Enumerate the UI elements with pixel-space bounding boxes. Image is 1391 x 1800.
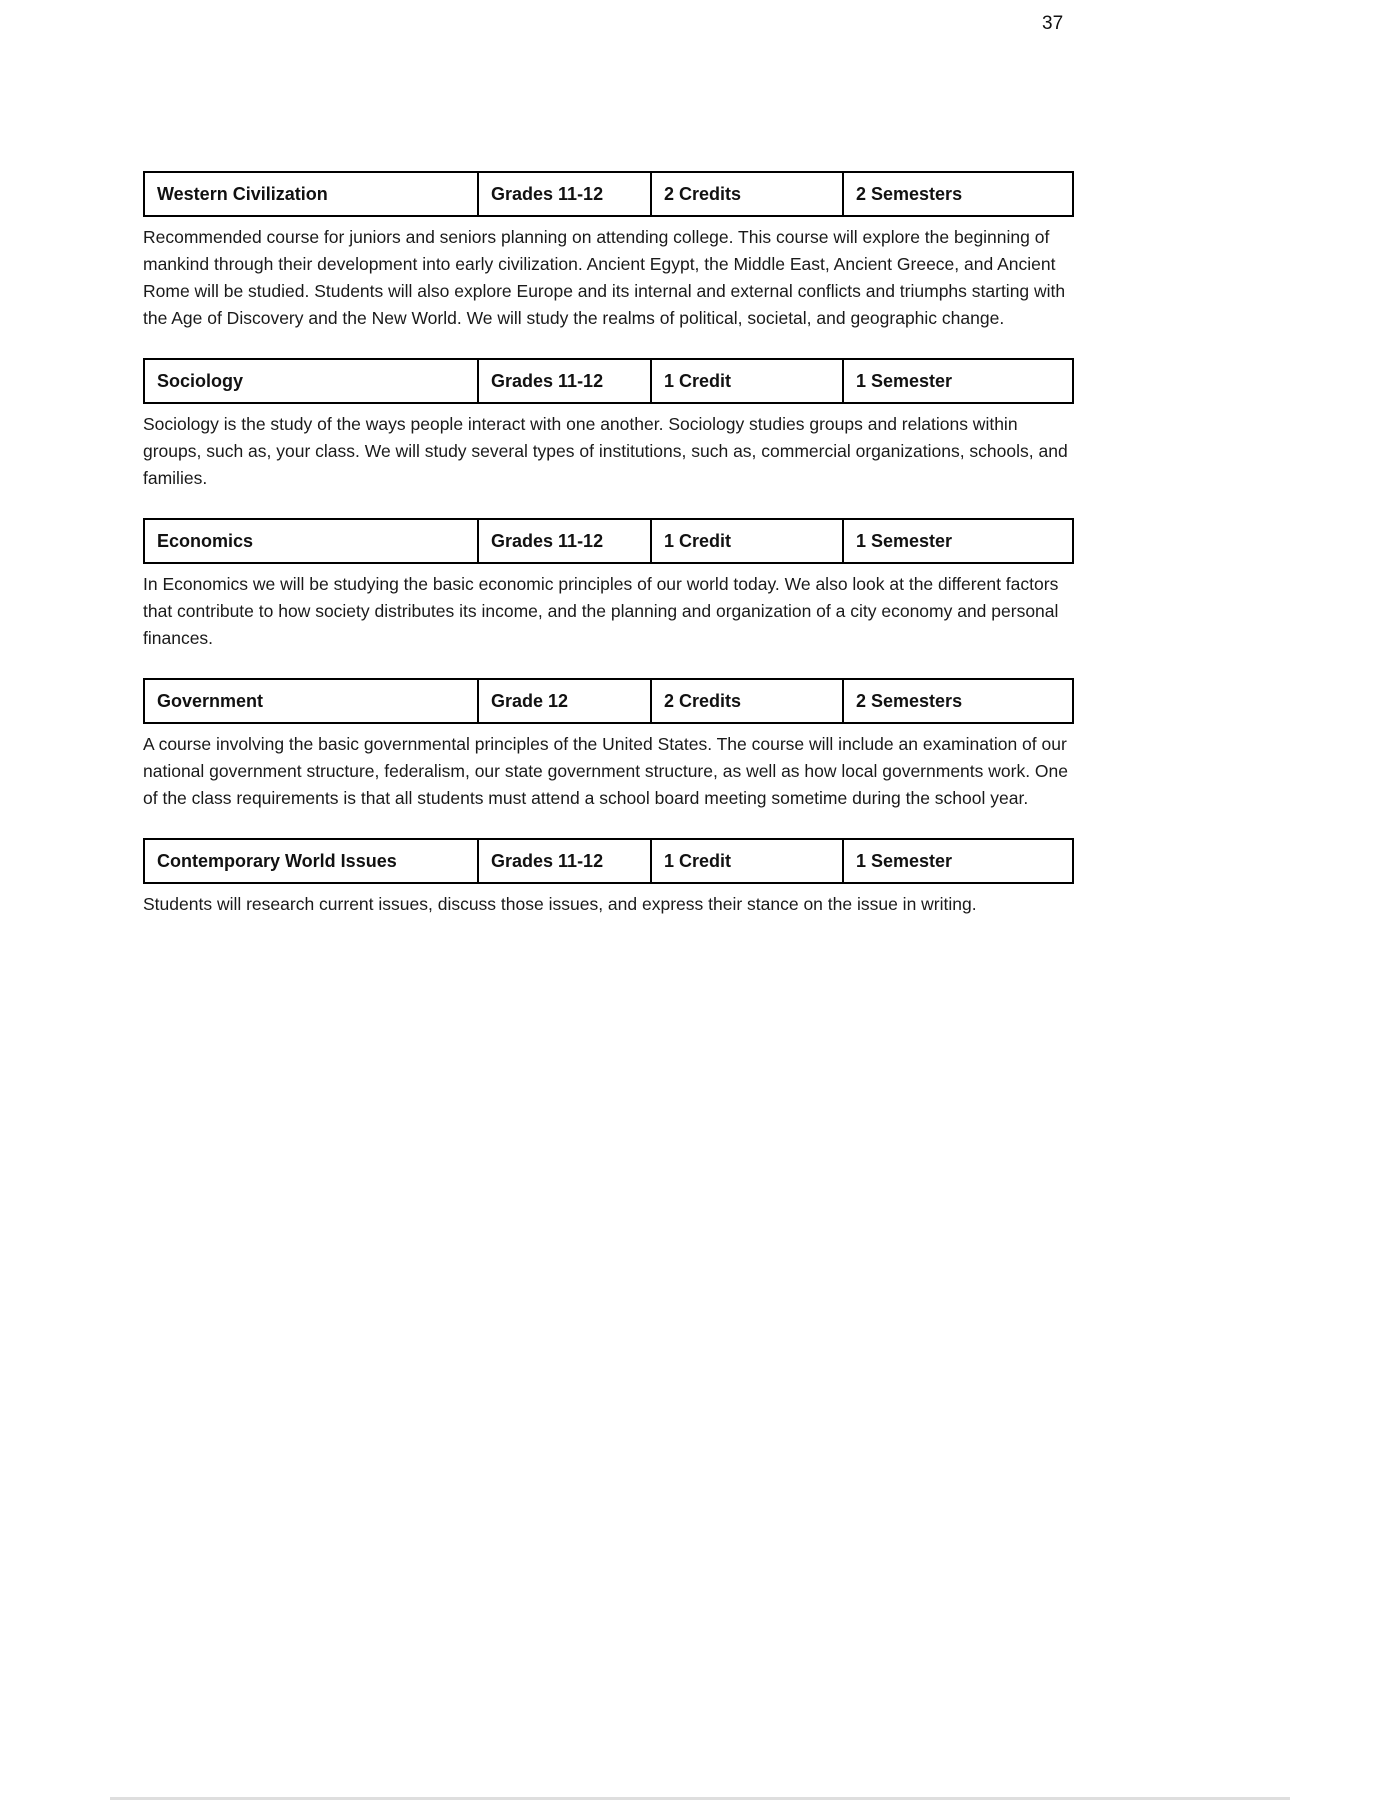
course-semesters: 1 Semester [842,520,1072,562]
page-number: 37 [1042,13,1064,34]
course-description: A course involving the basic governmental principles of the United States. The course will include an examination of our national government structure, federalism, our state government structure, as well as how local governments work. One of the class requirements is that all students must attend a school board meeting sometime during the school year. [143,734,1069,808]
course-description: Recommended course for juniors and seniors planning on attending college. This course will explore the beginning of mankind through their development into early civilization. Ancient Egypt, the Middle East, Ancient Greece, and Ancient Rome will be studied. Students will also explore Europe and its internal and external conflicts and triumphs starting with the Age of Discovery and the New World. We will study the realms of political, societal, and geographic change. [143,227,1066,328]
course-header-table [143,171,1074,217]
course-title: Government [157,690,264,711]
course-header-table [143,358,1074,404]
course-list [143,171,1073,944]
course-description: In Economics we will be studying the basic economic principles of our world today. We also look at the different factors that contribute to how society distributes its income, and the planning and organization of a city economy and personal finances. [143,574,1059,648]
course-semesters: 1 Semester [842,840,1072,882]
course-section-government [143,678,1073,812]
course-grades: Grades 11-12 [477,173,650,215]
course-section-economics [143,518,1073,652]
course-header-table [143,678,1074,724]
course-grades: Grade 12 [477,680,650,722]
course-section-contemporary-world-issues [143,838,1073,918]
course-grades: Grades 11-12 [477,840,650,882]
course-grades: Grades 11-12 [477,360,650,402]
course-section-sociology [143,358,1073,492]
course-credits: 2 Credits [650,173,842,215]
course-section-western-civilization [143,171,1073,332]
course-description: Students will research current issues, discuss those issues, and express their stance on the issue in writing. [143,894,977,914]
course-title: Economics [157,530,254,551]
course-credits: 2 Credits [650,680,842,722]
course-header-table [143,838,1074,884]
course-title: Western Civilization [157,183,328,204]
course-credits: 1 Credit [650,360,842,402]
course-semesters: 1 Semester [842,360,1072,402]
course-semesters: 2 Semesters [842,680,1072,722]
course-grades: Grades 11-12 [477,520,650,562]
course-semesters: 2 Semesters [842,173,1072,215]
course-header-table [143,518,1074,564]
course-description: Sociology is the study of the ways people interact with one another. Sociology studies groups and relations within groups, such as, your class. We will study several types of institutions, such as, commercial organizations, schools, and families. [143,414,1068,488]
course-credits: 1 Credit [650,520,842,562]
course-credits: 1 Credit [650,840,842,882]
course-title: Contemporary World Issues [157,850,397,871]
course-title: Sociology [157,370,244,391]
